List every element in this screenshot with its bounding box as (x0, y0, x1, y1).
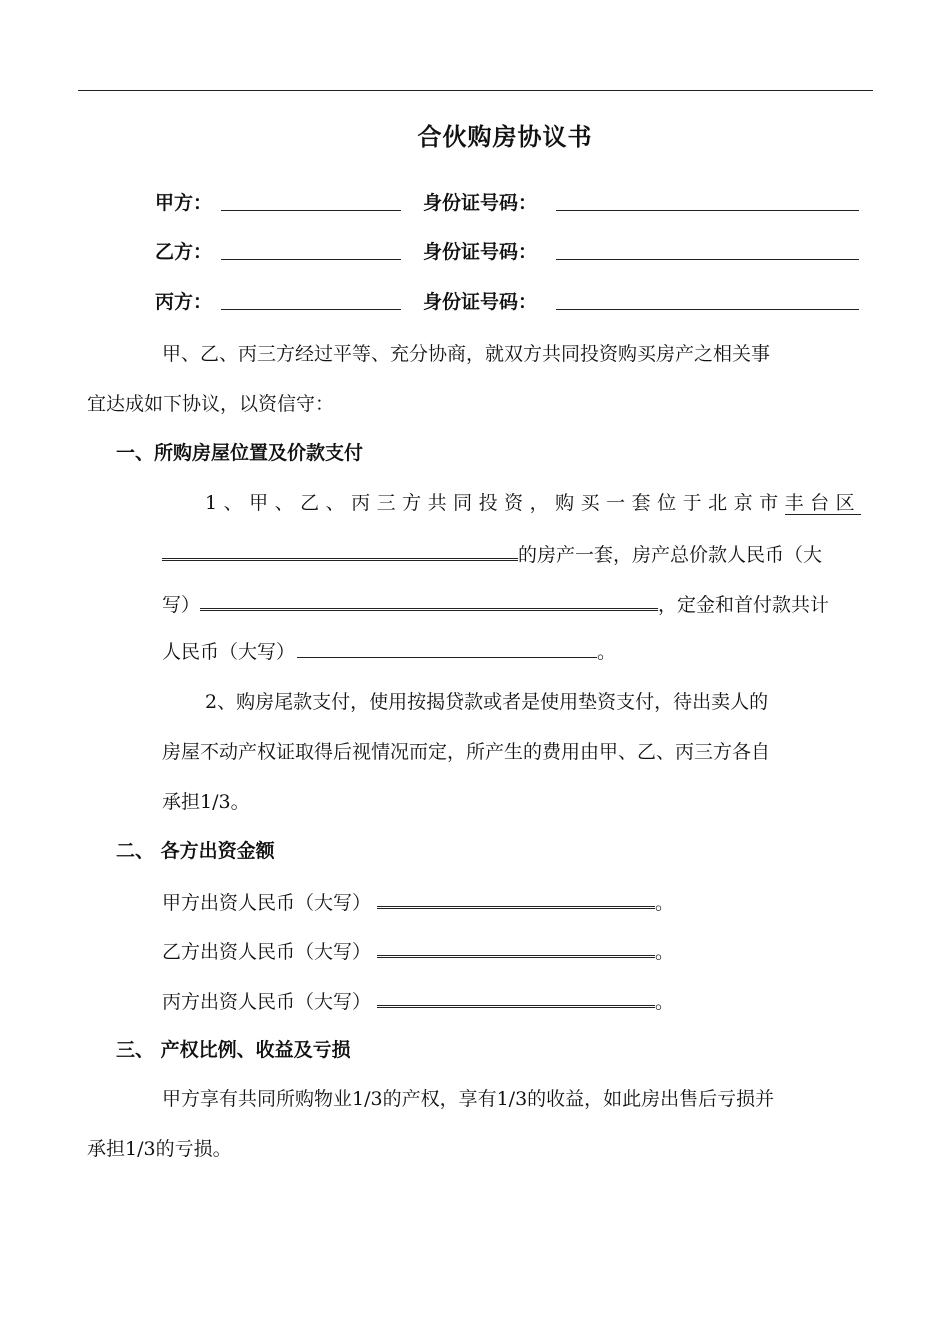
contribution-label: 丙方出资人民币（大写） (162, 991, 372, 1013)
document-title: 合伙购房协议书 (417, 123, 593, 151)
item-1-line-4 (162, 637, 616, 664)
contribution-end: 。 (655, 941, 675, 963)
party-label: 丙方： (155, 291, 213, 313)
id-number-label: 身份证号码： (423, 241, 538, 263)
party-row-c (155, 287, 865, 317)
section-3-line-2: 承担1/3的亏损。 (87, 1138, 232, 1160)
party-label: 甲方： (155, 192, 213, 214)
section-2-heading: 二、 各方出资金额 (116, 840, 275, 862)
item-1-line-3-start: 写） (162, 594, 201, 616)
contribution-amount-field[interactable] (377, 886, 655, 909)
item-1-line-2 (162, 538, 822, 567)
item-1-line-2-text: 的房产一套，房产总价款人民币（大 (518, 544, 823, 566)
party-name-field[interactable] (221, 259, 401, 260)
party-label: 乙方： (155, 241, 213, 263)
item-1-line-3 (162, 588, 829, 617)
id-number-field[interactable] (556, 259, 859, 260)
deposit-field[interactable] (297, 637, 597, 658)
item-2-line-1: 2、购房尾款支付，使用按揭贷款或者是使用垫资支付，待出卖人的 (205, 691, 769, 713)
contribution-row-a (162, 886, 674, 915)
item-2-line-3: 承担1/3。 (162, 791, 250, 813)
contribution-end: 。 (655, 892, 675, 914)
item-1-line-4-end: 。 (597, 641, 617, 663)
item-1-line-1 (205, 488, 861, 515)
party-name-field[interactable] (221, 309, 401, 310)
intro-line-1: 甲、乙、丙三方经过平等、充分协商，就双方共同投资购买房产之相关事 (162, 343, 771, 365)
contribution-end: 。 (655, 991, 675, 1013)
header-rule (78, 90, 873, 91)
item-1-line-4-start: 人民币（大写） (162, 641, 296, 663)
contribution-amount-field[interactable] (377, 935, 655, 958)
property-address-field[interactable] (162, 538, 518, 561)
section-1-heading: 一、所购房屋位置及价款支付 (116, 442, 364, 464)
section-3-line-1: 甲方享有共同所购物业1/3的产权，享有1/3的收益，如此房出售后亏损并 (162, 1088, 775, 1110)
item-2-line-2: 房屋不动产权证取得后视情况而定，所产生的费用由甲、乙、丙三方各自 (162, 741, 771, 763)
total-price-field[interactable] (200, 588, 658, 611)
contribution-label: 乙方出资人民币（大写） (162, 941, 372, 963)
item-1-line-3-end: ，定金和首付款共计 (658, 594, 830, 616)
id-number-label: 身份证号码： (423, 291, 538, 313)
intro-line-2: 宜达成如下协议，以资信守： (87, 393, 335, 415)
district-value: 丰台区 (784, 492, 862, 514)
id-number-label: 身份证号码： (423, 192, 538, 214)
id-number-field[interactable] (556, 210, 859, 211)
contribution-row-b (162, 935, 674, 964)
party-row-b (155, 237, 865, 267)
contribution-label: 甲方出资人民币（大写） (162, 892, 372, 914)
contribution-amount-field[interactable] (377, 985, 655, 1008)
item-1-text: 1、甲、乙、丙三方共同投资，购买一套位于北京市 (205, 492, 785, 514)
section-3-heading: 三、 产权比例、收益及亏损 (116, 1039, 351, 1061)
party-name-field[interactable] (221, 210, 401, 211)
id-number-field[interactable] (556, 309, 859, 310)
party-row-a (155, 188, 865, 218)
contribution-row-c (162, 985, 674, 1014)
